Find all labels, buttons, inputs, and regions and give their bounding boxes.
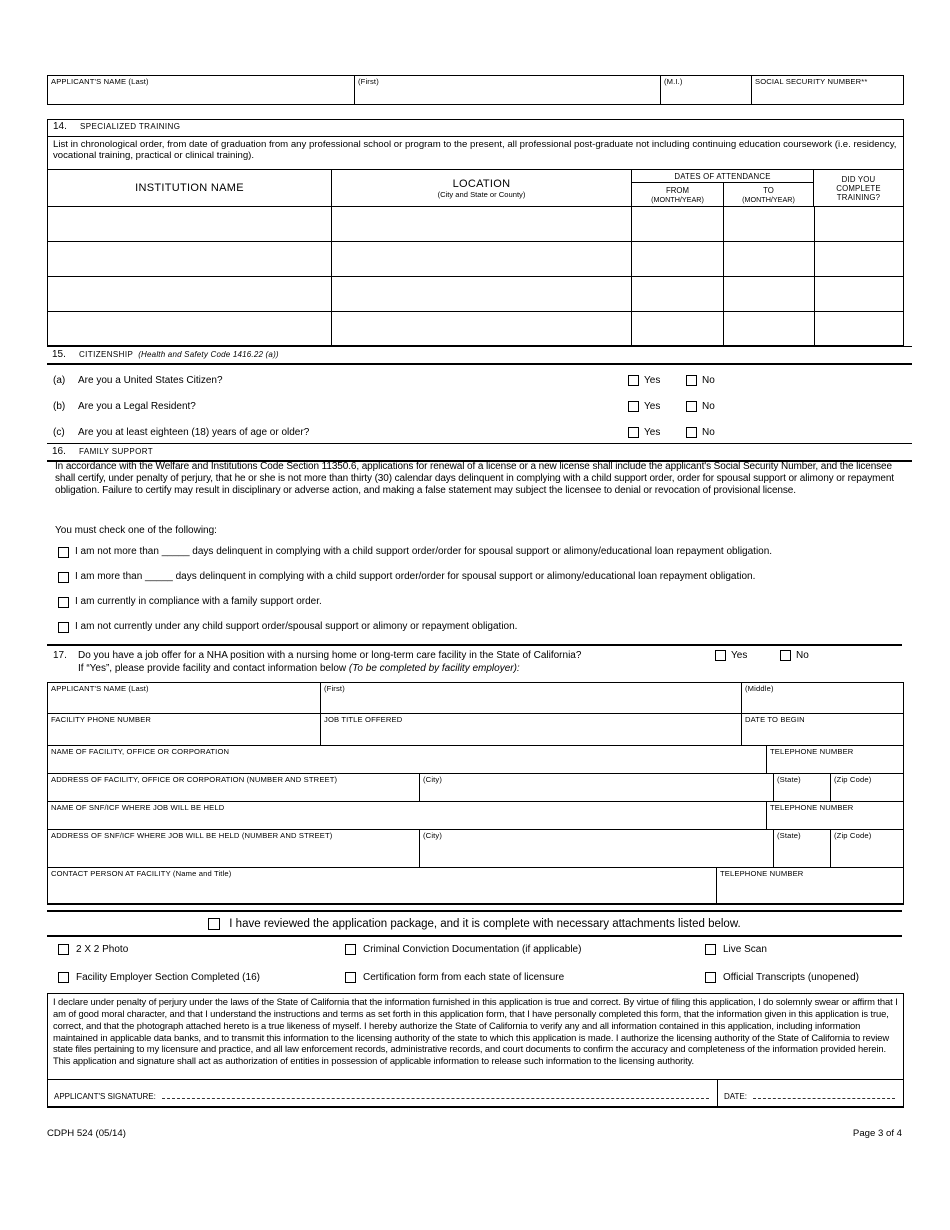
col-from-sublabel: (MONTH/YEAR) [651,194,704,204]
section-14-header [48,120,903,137]
applicant-last-name-field[interactable] [48,76,355,104]
section-17-divider [47,644,902,646]
attachment-certification-form [345,972,564,983]
question-a-no-checkbox[interactable] [686,375,697,386]
col-institution-name: INSTITUTION NAME [48,170,332,206]
training-from-cell[interactable] [632,207,724,241]
training-institution-cell[interactable] [48,277,332,311]
job-offer-no-checkbox[interactable] [780,650,791,661]
facility-name-row [48,745,903,773]
training-to-cell[interactable] [724,277,815,311]
training-row-2 [48,241,903,276]
employer-first-name-label: (First) [324,684,345,693]
family-support-option-1-checkbox[interactable] [58,547,69,558]
no-label: No [702,375,715,386]
section-14-number: 14. [53,121,67,132]
employer-middle-name-label: (Middle) [745,684,774,693]
job-offer-instruction-italic: (To be completed by facility employer): [348,663,520,674]
training-complete-cell[interactable] [815,207,903,241]
contact-person-field[interactable] [48,868,717,903]
facility-address-row [48,773,903,801]
family-support-option-3 [47,596,902,610]
section-16-number: 16. [52,446,66,457]
question-a-text: Are you a United States Citizen? [78,375,223,386]
family-support-option-2 [47,571,902,585]
telephone-number-label: TELEPHONE NUMBER [770,803,854,812]
section-14-description: List in chronological order, from date of graduation from any professional school or program to the present, all professional post-graduate not including continuing education coursework (i.e. residency, vocational training, practical or clinical training). [48,137,903,170]
training-complete-cell[interactable] [815,312,903,345]
col-to-label: TO [763,185,774,195]
signature-row [48,1079,903,1106]
applicant-mi-label: (M.I.) [664,77,683,86]
snf-address-label: ADDRESS OF SNF/ICF WHERE JOB WILL BE HELD (NUMBER AND STREET) [51,831,333,840]
question-b-no [686,401,715,412]
employer-last-name-field[interactable] [48,683,321,713]
snf-state-field[interactable] [774,830,831,867]
training-complete-cell[interactable] [815,277,903,311]
yes-label: Yes [644,375,661,386]
applicant-name-row [47,75,904,105]
family-support-option-3-checkbox[interactable] [58,597,69,608]
question-c-no [686,427,715,438]
col-from [632,183,724,206]
col-complete-training: DID YOU COMPLETE TRAINING? [836,174,881,202]
section-14-title: SPECIALIZED TRAINING [80,122,181,131]
facility-employer-fields [47,682,904,905]
snf-address-row [48,829,903,867]
contact-person-label: CONTACT PERSON AT FACILITY (Name and Title) [51,869,232,878]
col-location-sublabel: (City and State or County) [437,189,526,199]
review-complete-banner [47,910,902,937]
facility-state-field[interactable] [774,774,831,801]
attachment-facility-employer-label: Facility Employer Section Completed (16) [76,972,260,983]
no-label: No [702,401,715,412]
attachment-live-scan-label: Live Scan [723,944,767,955]
training-location-cell[interactable] [332,207,632,241]
attachment-transcripts [705,972,859,983]
training-institution-cell[interactable] [48,312,332,345]
question-b-yes [628,401,660,412]
applicant-mi-field[interactable] [661,76,752,104]
yes-label: Yes [644,401,661,412]
training-row-3 [48,276,903,311]
question-c-yes-checkbox[interactable] [628,427,639,438]
job-offer-instruction [78,663,520,674]
employer-name-row [48,683,903,713]
question-b-text: Are you a Legal Resident? [78,401,196,412]
training-to-cell[interactable] [724,207,815,241]
question-b-id: (b) [53,401,66,412]
question-a-yes [628,375,660,386]
col-dates-sub [632,183,813,206]
section-15-title: CITIZENSHIP [79,350,134,359]
signature-line[interactable] [162,1097,709,1099]
facility-phone-label: FACILITY PHONE NUMBER [51,715,152,724]
attachment-certification-form-checkbox[interactable] [345,972,356,983]
contact-telephone-field[interactable] [717,868,903,903]
page-number: Page 3 of 4 [852,1128,902,1139]
applicant-first-name-label: (First) [358,77,379,86]
review-complete-label: I have reviewed the application package, and it is complete with necessary attachments listed below. [229,917,741,930]
attachment-criminal-conviction-checkbox[interactable] [345,944,356,955]
attachment-photo [58,944,128,955]
facility-address-field[interactable] [48,774,420,801]
job-offer-yes-checkbox[interactable] [715,650,726,661]
question-c-id: (c) [53,427,65,438]
col-from-label: FROM [666,185,689,195]
declaration-box [47,993,904,1108]
job-offer-no [780,650,809,661]
page-footer [47,1128,902,1139]
section-14-specialized-training [47,119,904,346]
training-row-4 [48,311,903,345]
snf-zip-field[interactable] [831,830,903,867]
employer-middle-name-field[interactable] [742,683,903,713]
col-dates-of-attendance [632,170,814,206]
check-one-instruction: You must check one of the following: [55,525,217,536]
training-complete-cell[interactable] [815,242,903,276]
form-number: CDPH 524 (05/14) [47,1128,126,1139]
family-support-option-1 [47,546,902,560]
training-location-cell[interactable] [332,242,632,276]
employer-first-name-field[interactable] [321,683,742,713]
attachment-facility-employer-checkbox[interactable] [58,972,69,983]
family-support-option-4-checkbox[interactable] [58,622,69,633]
question-a-yes-checkbox[interactable] [628,375,639,386]
job-details-row [48,713,903,745]
question-b-yes-checkbox[interactable] [628,401,639,412]
attachment-transcripts-checkbox[interactable] [705,972,716,983]
attachment-live-scan-checkbox[interactable] [705,944,716,955]
family-support-option-4 [47,621,902,635]
telephone-number-label: TELEPHONE NUMBER [720,869,804,878]
state-label: (State) [777,775,801,784]
family-support-paragraph: In accordance with the Welfare and Institutions Code Section 11350.6, applications for renewal of a license or a new license shall include the applicant's Social Security Number, and the licensee shall certify, under penalty of perjury, that he or she is not more than thirty (30) calendar days delinquent in complying with a child support order, order for spousal support or alimony or repayment obligation. Failure to certify may result in disciplinary or adverse action, and making a false statement may subject the licensee to denial or revocation of provisional license. [55,461,894,497]
snf-telephone-field[interactable] [767,802,903,829]
facility-city-field[interactable] [420,774,774,801]
contact-person-row [48,867,903,903]
job-title-label: JOB TITLE OFFERED [324,715,403,724]
section-17-number: 17. [53,650,67,661]
attachment-photo-label: 2 X 2 Photo [76,944,129,955]
family-support-option-2-checkbox[interactable] [58,572,69,583]
family-support-option-2-label: I am more than _____ days delinquent in complying with a child support order/order for spousal support or alimony/educational loan repayment obligation. [75,571,756,582]
yes-label: Yes [644,427,661,438]
job-offer-question-row [47,650,902,664]
attachment-transcripts-label: Official Transcripts (unopened) [723,972,859,983]
attachment-certification-form-label: Certification form from each state of licensure [363,972,565,983]
section-16-family-support-header [47,443,912,462]
snf-name-field[interactable] [48,802,767,829]
yes-label: Yes [731,650,748,661]
col-to-sublabel: (MONTH/YEAR) [742,194,795,204]
family-support-option-4-label: I am not currently under any child support order/spousal support or alimony or repayment obligation. [75,621,518,632]
col-dates-label: DATES OF ATTENDANCE [632,170,813,183]
job-offer-question: Do you have a job offer for a NHA position with a nursing home or long-term care facility in the State of California? [78,650,582,661]
date-line[interactable] [753,1097,895,1099]
ssn-field[interactable] [752,76,903,104]
question-c-yes [628,427,660,438]
question-b-no-checkbox[interactable] [686,401,697,412]
no-label: No [702,427,715,438]
job-offer-yes [715,650,747,661]
city-label: (City) [423,775,443,784]
snf-name-row [48,801,903,829]
facility-telephone-field[interactable] [767,746,903,773]
training-from-cell[interactable] [632,242,724,276]
facility-phone-field[interactable] [48,714,321,745]
training-location-cell[interactable] [332,277,632,311]
applicant-first-name-field[interactable] [355,76,661,104]
family-support-option-3-label: I am currently in compliance with a family support order. [75,596,322,607]
training-from-cell[interactable] [632,312,724,345]
training-from-cell[interactable] [632,277,724,311]
applicant-signature-cell [48,1080,717,1106]
employer-last-name-label: APPLICANT'S NAME (Last) [51,684,149,693]
date-label: DATE: [724,1092,747,1101]
facility-name-label: NAME OF FACILITY, OFFICE OR CORPORATION [51,747,230,756]
citizenship-question-a [47,375,902,389]
telephone-number-label: TELEPHONE NUMBER [770,747,854,756]
facility-zip-field[interactable] [831,774,903,801]
training-to-cell[interactable] [724,312,815,345]
section-15-code-note: (Health and Safety Code 1416.22 (a)) [138,350,279,359]
snf-city-field[interactable] [420,830,774,867]
training-row-1 [48,206,903,241]
attachment-criminal-conviction [345,944,581,955]
attachment-photo-checkbox[interactable] [58,944,69,955]
col-to [724,183,813,206]
question-a-no [686,375,715,386]
question-c-no-checkbox[interactable] [686,427,697,438]
applicant-last-name-label: APPLICANT'S NAME (Last) [51,77,149,86]
col-location [332,170,632,206]
snf-name-label: NAME OF SNF/ICF WHERE JOB WILL BE HELD [51,803,225,812]
facility-address-label: ADDRESS OF FACILITY, OFFICE OR CORPORATION (NUMBER AND STREET) [51,775,338,784]
col-location-label: LOCATION [452,177,511,190]
review-complete-checkbox[interactable] [208,918,220,930]
facility-name-field[interactable] [48,746,767,773]
snf-address-field[interactable] [48,830,420,867]
training-institution-cell[interactable] [48,207,332,241]
question-a-id: (a) [53,375,66,386]
training-table-header [48,170,903,206]
declaration-text: I declare under penalty of perjury under the laws of the State of California that the information furnished in this application is true and correct. By virtue of filing this application, I do solemnly swear or affirm that I am of good moral character, and that I understand the instructions and terms as set forth in this application form, that I have personally completed this form, that the information given in this application is true, correct, and that the photograph attached hereto is a true likeness of myself. I hereby authorize the State of California to verify any and all information contained in this application, including information maintained in applicable data banks, and to transmit this information to the licensing authority of the state to which this application is made. I authorize the licensing authority of the State of California to review state files pertaining to my licensure and practice, and all law enforcement records, administrative records, and court documents to confirm the accuracy and completeness of the information provided herein. This application and signature shall act as authorization of entities in possession of applicable information to release such information to the licensing authority. [53,996,898,1067]
section-16-title: FAMILY SUPPORT [79,447,154,456]
training-location-cell[interactable] [332,312,632,345]
attachment-facility-employer [58,972,260,983]
date-to-begin-label: DATE TO BEGIN [745,715,805,724]
ssn-label: SOCIAL SECURITY NUMBER** [755,77,868,86]
date-to-begin-field[interactable] [742,714,903,745]
date-cell [717,1080,903,1106]
attachment-criminal-conviction-label: Criminal Conviction Documentation (if applicable) [363,944,582,955]
section-15-citizenship-header [47,346,912,365]
citizenship-question-c [47,427,902,441]
family-support-option-1-label: I am not more than _____ days delinquent in complying with a child support order/order for spousal support or alimony/educational loan repayment obligation. [75,546,773,557]
city-label: (City) [423,831,443,840]
section-15-number: 15. [52,349,66,360]
job-offer-instruction-plain: If “Yes”, please provide facility and contact information below [78,663,349,674]
no-label: No [796,650,809,661]
training-institution-cell[interactable] [48,242,332,276]
state-label: (State) [777,831,801,840]
citizenship-question-b [47,401,902,415]
zip-label: (Zip Code) [834,831,872,840]
zip-label: (Zip Code) [834,775,872,784]
job-title-field[interactable] [321,714,742,745]
applicant-signature-label: APPLICANT'S SIGNATURE: [54,1092,156,1101]
question-c-text: Are you at least eighteen (18) years of age or older? [78,427,310,438]
attachment-live-scan [705,944,767,955]
training-to-cell[interactable] [724,242,815,276]
